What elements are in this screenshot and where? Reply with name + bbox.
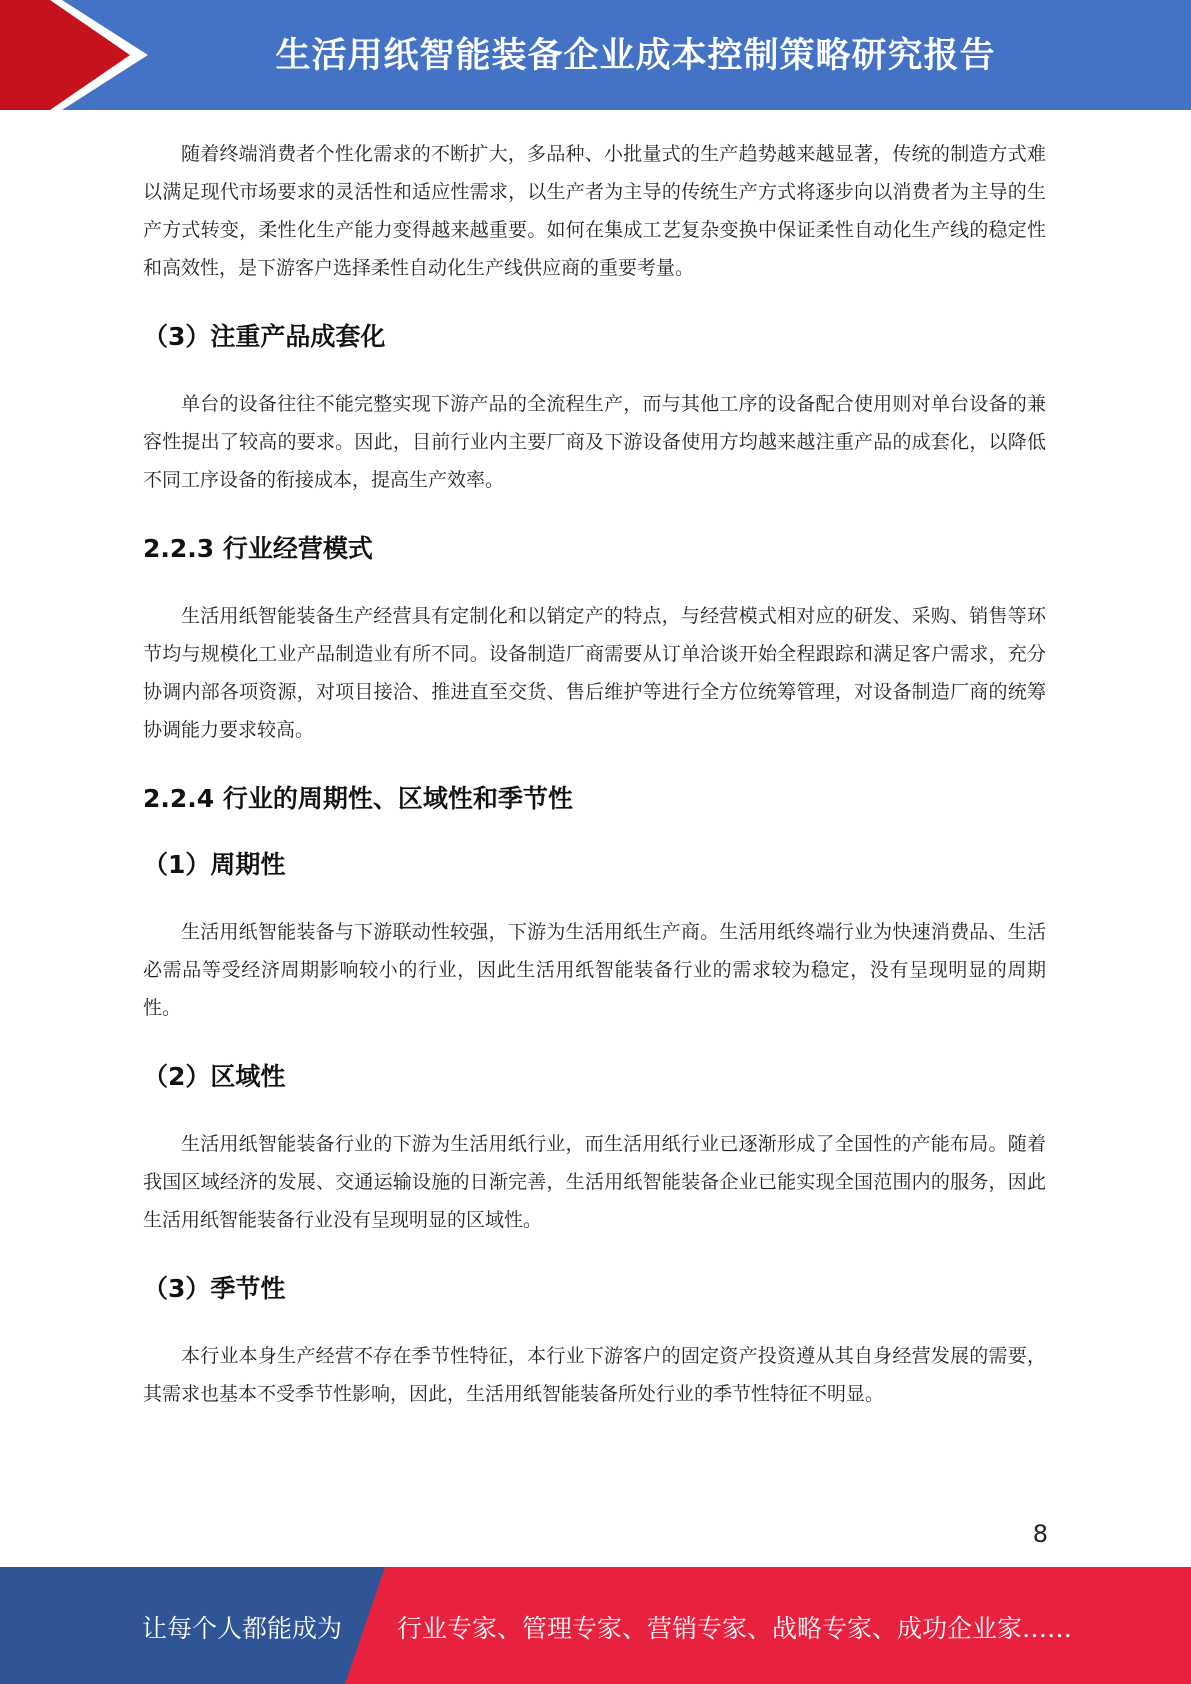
complete-set-paragraph: 单台的设备往往不能完整实现下游产品的全流程生产，而与其他工序的设备配合使用则对单台设备的兼容性提出了较高的要求。因此，目前行业内主要厂商及下游设备使用方均越来越注重产品的成套化，以降低不同工序设备的衔接成本，提高生产效率。 bbox=[143, 393, 1046, 491]
heading-cyclicality: （1）周期性 bbox=[143, 850, 286, 879]
cyclicality-paragraph: 生活用纸智能装备与下游联动性较强，下游为生活用纸生产商。生活用纸终端行业为快速消费品、生活必需品等受经济周期影响较小的行业，因此生活用纸智能装备行业的需求较为稳定，没有呈现明显的周期性。 bbox=[143, 921, 1046, 1019]
heading-2-2-3: 2.2.3 行业经营模式 bbox=[143, 534, 373, 563]
heading-seasonality: （3）季节性 bbox=[143, 1274, 286, 1303]
heading-2-2-4: 2.2.4 行业的周期性、区域性和季节性 bbox=[143, 784, 573, 813]
regionality-paragraph: 生活用纸智能装备行业的下游为生活用纸行业，而生活用纸行业已逐渐形成了全国性的产能布局。随着我国区域经济的发展、交通运输设施的日渐完善，生活用纸智能装备企业已能实现全国范围内的服务，因此生活用纸智能装备行业没有呈现明显的区域性。 bbox=[143, 1133, 1046, 1231]
main-content bbox=[143, 135, 1046, 1413]
business-model-paragraph: 生活用纸智能装备生产经营具有定制化和以销定产的特点，与经营模式相对应的研发、采购、销售等环节均与规模化工业产品制造业有所不同。设备制造厂商需要从订单洽谈开始全程跟踪和满足客户需求，充分协调内部各项资源，对项目接洽、推进直至交货、售后维护等进行全方位统筹管理，对设备制造厂商的统筹协调能力要求较高。 bbox=[143, 605, 1046, 741]
report-title: 生活用纸智能装备企业成本控制策略研究报告 bbox=[275, 36, 996, 76]
page-number: 8 bbox=[1032, 1520, 1048, 1548]
footer-slogan-right: 行业专家、管理专家、营销专家、战略专家、成功企业家…… bbox=[397, 1614, 1073, 1643]
intro-paragraph: 随着终端消费者个性化需求的不断扩大，多品种、小批量式的生产趋势越来越显著，传统的制造方式难以满足现代市场要求的灵活性和适应性需求，以生产者为主导的传统生产方式将逐步向以消费者为主导的生产方式转变，柔性化生产能力变得越来越重要。如何在集成工艺复杂变换中保证柔性自动化生产线的稳定性和高效性，是下游客户选择柔性自动化生产线供应商的重要考量。 bbox=[143, 143, 1046, 279]
heading-regionality: （2）区域性 bbox=[143, 1062, 286, 1091]
page-header bbox=[0, 0, 1191, 110]
seasonality-paragraph: 本行业本身生产经营不存在季节性特征，本行业下游客户的固定资产投资遵从其自身经营发展的需要，其需求也基本不受季节性影响，因此，生活用纸智能装备所处行业的季节性特征不明显。 bbox=[143, 1345, 1046, 1405]
footer-slogan-left: 让每个人都能成为 bbox=[142, 1614, 343, 1643]
page-footer bbox=[0, 1567, 1191, 1684]
heading-complete-set: （3）注重产品成套化 bbox=[143, 322, 386, 351]
